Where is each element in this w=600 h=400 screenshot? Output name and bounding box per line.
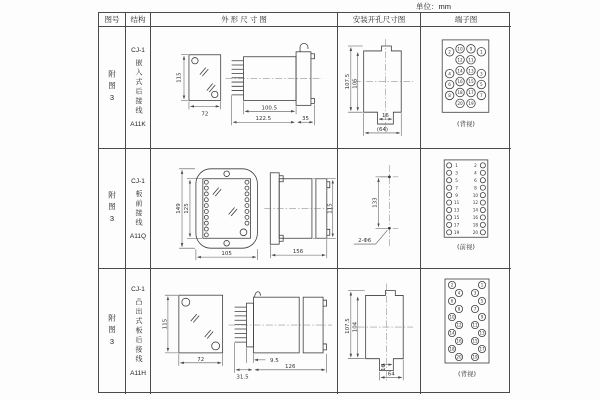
hook bbox=[254, 292, 260, 297]
terminal-number: 9 bbox=[480, 314, 484, 320]
screw-hole bbox=[182, 298, 190, 306]
terminal-number: 15 bbox=[453, 215, 460, 221]
terminal-diagram-a11h bbox=[421, 269, 511, 394]
terminal-circle bbox=[455, 305, 462, 312]
view-caption: (背视) bbox=[457, 120, 475, 129]
row1-fig-no bbox=[99, 27, 126, 149]
dim-total-length: 122.5 bbox=[255, 116, 272, 123]
terminal-number: 9 bbox=[469, 46, 473, 52]
screw-hole bbox=[192, 58, 198, 64]
terminal-circle bbox=[478, 329, 485, 336]
terminal-number: 18 bbox=[472, 222, 479, 228]
terminal-number: 13 bbox=[453, 207, 460, 213]
terminal-number: 11 bbox=[453, 200, 460, 206]
terminal-number: 12 bbox=[456, 322, 462, 328]
terminal-number: 2 bbox=[448, 49, 451, 55]
terminal-number: 17 bbox=[453, 222, 460, 228]
terminal-circle bbox=[467, 55, 476, 64]
terminal-number: 18 bbox=[449, 346, 455, 352]
row1-outline-cell bbox=[151, 27, 338, 149]
row3-terminal-cell bbox=[421, 269, 511, 394]
terminal-number: 14 bbox=[449, 330, 455, 336]
terminal-number: 6 bbox=[448, 82, 451, 88]
mounting-hole bbox=[224, 240, 230, 246]
mounting-hole bbox=[388, 176, 391, 179]
terminal-number: 10 bbox=[472, 192, 479, 198]
header-terminal-label: 端子图 bbox=[454, 15, 478, 24]
terminal-circle bbox=[471, 289, 478, 296]
terminal-circle bbox=[477, 69, 486, 78]
terminal-number: 3 bbox=[480, 71, 483, 77]
terminal-number: 7 bbox=[473, 306, 477, 312]
terminal-number: 8 bbox=[474, 185, 477, 191]
terminal-number: 16 bbox=[457, 79, 463, 85]
terminal-number: 15 bbox=[472, 338, 478, 344]
terminal-number: 15 bbox=[468, 79, 474, 85]
dim-front-height: 115 bbox=[176, 72, 183, 83]
dimension-lines bbox=[354, 177, 389, 244]
model-label: CJ-1 bbox=[131, 47, 145, 54]
terminal-pins bbox=[232, 61, 244, 95]
dimension-lines bbox=[235, 343, 327, 373]
row3-outline-cell bbox=[151, 269, 338, 394]
dimension-lines bbox=[179, 169, 257, 260]
terminal-circle bbox=[456, 88, 465, 97]
terminal-row bbox=[447, 215, 486, 220]
front-view bbox=[179, 295, 223, 353]
wiring-type-label: 嵌入式后接线 bbox=[135, 59, 142, 116]
terminal-screws bbox=[204, 180, 249, 237]
terminal-circles bbox=[447, 163, 486, 235]
dim-total-width: (64) bbox=[376, 126, 389, 133]
front-view bbox=[189, 55, 221, 101]
header-fig-no bbox=[99, 13, 126, 27]
type-code-label: A11H bbox=[130, 369, 146, 377]
terminal-number: 1 bbox=[480, 49, 483, 55]
terminal-circle bbox=[448, 345, 455, 352]
terminal-circle bbox=[455, 321, 462, 328]
terminal-circle bbox=[477, 48, 486, 57]
type-code-label: A11Q bbox=[129, 232, 147, 240]
header-mounting bbox=[338, 13, 421, 27]
terminal-circle bbox=[471, 305, 478, 312]
header-structure-label: 结构 bbox=[130, 15, 146, 24]
wiring-type-label: 板前接线 bbox=[135, 189, 142, 228]
row2-outline-cell bbox=[151, 149, 338, 269]
terminal-number: 17 bbox=[479, 346, 485, 352]
screw-hole bbox=[212, 342, 220, 350]
terminal-number: 6 bbox=[474, 177, 477, 183]
terminal-circle bbox=[448, 281, 455, 288]
screw-slot-mark bbox=[213, 188, 221, 196]
terminal-number: 3 bbox=[455, 170, 458, 176]
unit-label: 单位：mm bbox=[416, 2, 451, 11]
terminal-circle bbox=[445, 48, 454, 57]
terminal-circle bbox=[445, 80, 454, 89]
dimension-lines bbox=[181, 55, 221, 110]
terminal-number: 13 bbox=[468, 68, 474, 74]
dim-front-width: 105 bbox=[221, 251, 232, 258]
terminal-circle bbox=[467, 66, 476, 75]
terminal-number: 1 bbox=[455, 163, 458, 169]
dim-slot-width: 16 bbox=[381, 113, 389, 120]
terminal-number: 14 bbox=[472, 207, 479, 213]
terminal-number: 14 bbox=[457, 68, 463, 74]
terminal-circle bbox=[467, 45, 476, 54]
view-caption: (前视) bbox=[457, 243, 475, 252]
terminal-circle bbox=[478, 313, 485, 320]
screw-hole bbox=[240, 229, 247, 236]
terminal-circle bbox=[477, 80, 486, 89]
terminal-pins bbox=[235, 307, 247, 342]
terminal-row bbox=[447, 193, 486, 198]
dim-body-length: 100.5 bbox=[261, 105, 278, 112]
screw-slot-mark bbox=[207, 84, 215, 92]
cutout-outline bbox=[366, 291, 404, 371]
hole-spec-label: 2-Φ6 bbox=[358, 238, 372, 245]
dim-stub-length: 9.5 bbox=[269, 357, 279, 364]
terminal-number: 13 bbox=[479, 330, 485, 336]
terminal-number: 7 bbox=[480, 93, 483, 99]
wiring-type-label: 凸出式板后接线 bbox=[135, 298, 142, 365]
header-mounting-label: 安装开孔尺寸图 bbox=[352, 15, 406, 24]
row1-mounting-cell bbox=[338, 27, 421, 149]
terminal-circle bbox=[456, 66, 465, 75]
terminal-circle bbox=[448, 297, 455, 304]
terminal-number: 4 bbox=[474, 170, 477, 176]
terminal-circle bbox=[456, 99, 465, 108]
terminal-circles bbox=[445, 45, 485, 108]
terminal-number: 16 bbox=[456, 338, 462, 344]
terminal-row bbox=[447, 163, 486, 168]
terminal-circle bbox=[478, 281, 485, 288]
terminal-number: 2 bbox=[450, 282, 454, 288]
fig-no-label: 附图3 bbox=[107, 69, 117, 106]
dim-flange-depth: 35 bbox=[302, 116, 309, 123]
terminal-number: 10 bbox=[457, 46, 463, 52]
terminal-circle bbox=[471, 353, 478, 360]
terminal-number: 4 bbox=[457, 290, 461, 296]
terminal-number: 19 bbox=[453, 229, 460, 235]
model-label: CJ-1 bbox=[131, 286, 145, 294]
front-view bbox=[196, 169, 257, 248]
dim-front-width: 72 bbox=[197, 356, 205, 363]
row3-fig-no bbox=[99, 269, 126, 394]
model-label: CJ-1 bbox=[131, 177, 145, 185]
terminal-block bbox=[444, 160, 488, 237]
spec-table bbox=[98, 12, 510, 393]
terminal-number: 7 bbox=[455, 185, 458, 191]
header-outline bbox=[151, 13, 338, 27]
terminal-circle bbox=[455, 289, 462, 296]
terminal-row bbox=[447, 207, 486, 212]
dim-comb-length: 31.5 bbox=[236, 374, 249, 381]
terminal-circle bbox=[456, 45, 465, 54]
terminal-circle bbox=[456, 55, 465, 64]
terminal-number: 9 bbox=[455, 192, 458, 198]
terminal-row bbox=[447, 170, 486, 175]
dim-side-length: 156 bbox=[292, 249, 304, 256]
dim-inner-height: 104 bbox=[352, 321, 359, 333]
dim-side-height: 115 bbox=[327, 203, 334, 214]
outline-drawing-a11k bbox=[151, 27, 337, 148]
side-view bbox=[264, 173, 333, 244]
terminal-number: 12 bbox=[457, 57, 463, 63]
terminal-circle bbox=[445, 91, 454, 100]
terminal-circle bbox=[448, 313, 455, 320]
terminal-number: 4 bbox=[448, 71, 451, 77]
terminal-number: 1 bbox=[480, 282, 484, 288]
dim-inner-height: 105 bbox=[352, 78, 359, 89]
dim-outer-height: 149 bbox=[176, 203, 183, 214]
row2-mounting-cell bbox=[338, 149, 421, 269]
terminal-circle bbox=[471, 321, 478, 328]
terminal-number: 20 bbox=[456, 354, 462, 360]
row2-structure bbox=[126, 149, 151, 269]
terminal-number: 11 bbox=[468, 57, 474, 63]
terminal-row bbox=[447, 230, 486, 235]
terminal-number: 20 bbox=[472, 229, 479, 235]
header-structure bbox=[126, 13, 151, 27]
mounting-hole-drawing-a11k bbox=[338, 27, 420, 148]
terminal-number: 16 bbox=[472, 215, 479, 221]
mounting-hole-drawing-a11h bbox=[338, 269, 420, 394]
terminal-row bbox=[447, 178, 486, 183]
terminal-circle bbox=[456, 77, 465, 86]
fig-no-label: 附图3 bbox=[107, 313, 117, 350]
terminal-circle bbox=[445, 69, 454, 78]
terminal-number: 2 bbox=[474, 163, 477, 169]
side-view bbox=[229, 292, 332, 353]
terminal-number: 12 bbox=[472, 200, 479, 206]
terminal-number: 5 bbox=[480, 82, 483, 88]
hook bbox=[300, 43, 308, 51]
dimension-lines bbox=[165, 295, 223, 366]
dim-slot-width: 16 bbox=[380, 364, 387, 372]
terminal-circle bbox=[467, 88, 476, 97]
terminal-number: 8 bbox=[457, 306, 461, 312]
mounting-hole bbox=[388, 227, 391, 230]
fig-no-label: 附图3 bbox=[107, 190, 117, 227]
terminal-number: 17 bbox=[468, 90, 474, 96]
terminal-number: 19 bbox=[472, 354, 478, 360]
type-code-label: A11K bbox=[130, 121, 146, 128]
terminal-number: 18 bbox=[457, 90, 463, 96]
row3-structure bbox=[126, 269, 151, 394]
mounting-hole-drawing-a11q bbox=[338, 149, 420, 268]
terminal-circle bbox=[455, 353, 462, 360]
row2-terminal-cell bbox=[421, 149, 511, 269]
terminal-number: 6 bbox=[450, 298, 454, 304]
mounting-hole bbox=[224, 171, 230, 177]
screw-slot-mark bbox=[205, 330, 213, 338]
terminal-number: 5 bbox=[455, 177, 458, 183]
dimension-lines bbox=[348, 291, 403, 381]
dim-front-width: 72 bbox=[201, 111, 209, 118]
header-terminal bbox=[421, 13, 511, 27]
terminal-number: 11 bbox=[472, 322, 478, 328]
terminal-row bbox=[447, 185, 486, 190]
dim-hole-distance: 133 bbox=[372, 197, 379, 208]
row2-fig-no bbox=[99, 149, 126, 269]
terminal-number: 10 bbox=[449, 314, 455, 320]
header-fig-no-label: 图号 bbox=[104, 15, 120, 24]
dim-outer-height: 107.5 bbox=[344, 318, 351, 334]
terminal-circle bbox=[478, 345, 485, 352]
dimension-lines bbox=[270, 179, 335, 258]
terminal-row bbox=[447, 200, 486, 205]
terminal-circle bbox=[477, 91, 486, 100]
dim-body-length: 126 bbox=[285, 363, 296, 370]
screw-hole bbox=[212, 91, 218, 97]
dim-total-width: 64 bbox=[387, 371, 395, 378]
outline-drawing-a11h bbox=[151, 269, 337, 394]
row1-terminal-cell bbox=[421, 27, 511, 149]
terminal-circle bbox=[467, 77, 476, 86]
terminal-circles bbox=[448, 281, 485, 360]
terminal-circle bbox=[478, 297, 485, 304]
header-outline-label: 外 形 尺 寸 图 bbox=[221, 15, 267, 24]
terminal-diagram-a11k bbox=[421, 27, 511, 148]
terminal-circle bbox=[448, 329, 455, 336]
screw-slot-mark bbox=[229, 208, 237, 216]
terminal-number: 3 bbox=[473, 290, 477, 296]
terminal-number: 20 bbox=[457, 101, 463, 107]
terminal-number: 19 bbox=[468, 101, 474, 107]
dim-inner-height: 125 bbox=[183, 203, 190, 214]
row1-structure bbox=[126, 27, 151, 149]
side-view bbox=[226, 43, 322, 105]
view-caption: (背视) bbox=[457, 370, 477, 378]
terminal-row bbox=[447, 222, 486, 227]
terminal-circle bbox=[471, 337, 478, 344]
outline-drawing-a11q bbox=[151, 149, 337, 268]
dim-outer-height: 107.5 bbox=[344, 73, 351, 90]
terminal-diagram-a11q bbox=[421, 149, 511, 268]
dim-front-height: 115 bbox=[162, 318, 169, 330]
terminal-circle bbox=[467, 99, 476, 108]
screw-slot-mark bbox=[200, 68, 208, 76]
screw-slot-mark bbox=[191, 314, 199, 322]
terminal-circle bbox=[455, 337, 462, 344]
row3-mounting-cell bbox=[338, 269, 421, 394]
terminal-number: 8 bbox=[448, 93, 451, 99]
terminal-number: 5 bbox=[480, 298, 484, 304]
